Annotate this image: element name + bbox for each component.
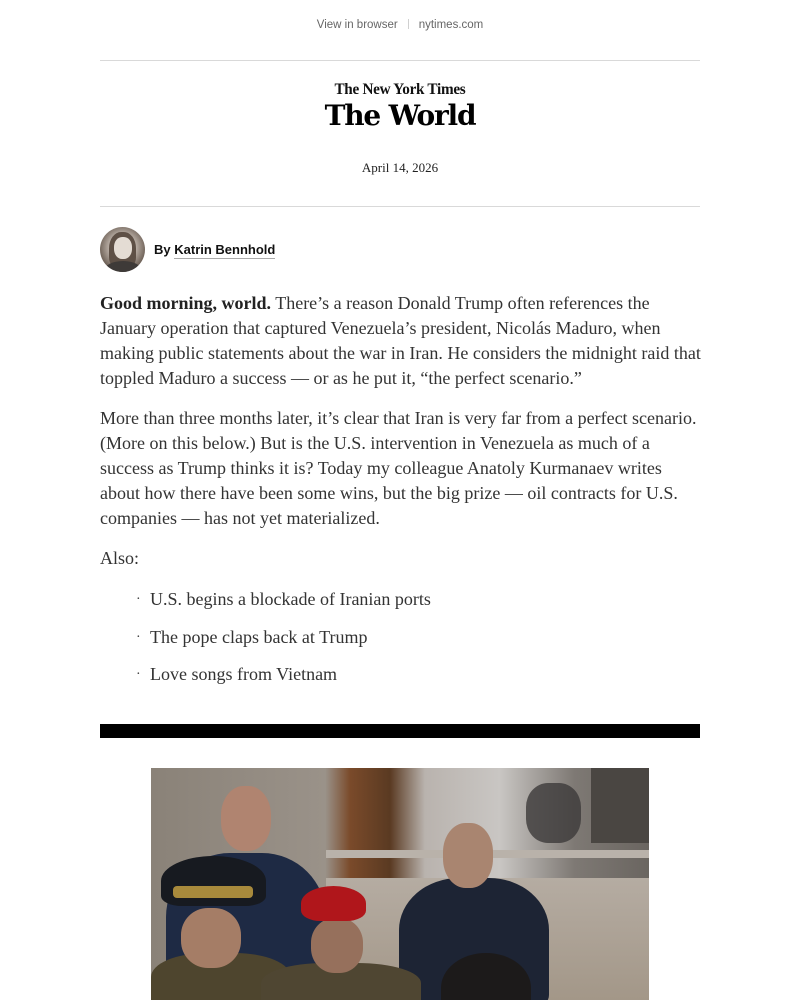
masthead — [0, 80, 800, 132]
link-separator — [408, 19, 409, 29]
author-avatar — [100, 227, 145, 272]
list-item[interactable] — [136, 587, 431, 625]
section-divider-bar — [100, 724, 700, 738]
bullet-icon: · — [136, 592, 141, 607]
list-item-label: Love songs from Vietnam — [150, 664, 338, 684]
byline-text — [154, 242, 275, 257]
avatar-face — [114, 237, 132, 259]
intro-paragraph — [100, 291, 702, 391]
list-item-label: The pope claps back at Trump — [150, 626, 368, 647]
nyt-logo[interactable]: The New York Times — [334, 81, 466, 98]
photo-red-beret — [301, 886, 366, 921]
photo-cap-insignia — [173, 886, 253, 898]
photo-general-cap — [161, 856, 266, 906]
photo-pillar — [591, 768, 649, 843]
byline-prefix: By — [154, 242, 171, 257]
photo-officer-head — [311, 918, 363, 973]
byline — [100, 227, 275, 272]
bullet-icon: · — [136, 667, 141, 682]
top-links — [0, 17, 800, 33]
greeting: Good morning, world. — [100, 293, 272, 313]
bullet-icon: · — [136, 629, 141, 645]
view-in-browser-link[interactable]: View in browser — [316, 19, 398, 31]
list-item[interactable] — [136, 625, 431, 663]
list-item[interactable] — [136, 662, 431, 700]
second-paragraph: More than three months later, it’s clear that Iran is very far from a perfect scenario. (More on this below.) But is the U.S. intervention in Venezuela as much of a success as Trump thinks it is? Today my colleague Anatoly Kurmanaev writes about how there have been some wins, but the big prize — oil contracts for U.S. companies — has not yet materialized. — [100, 408, 697, 528]
author-link[interactable]: Katrin Bennhold — [174, 242, 276, 257]
also-label: Also: — [100, 548, 140, 568]
issue-date: April 14, 2026 — [361, 160, 439, 175]
photo-general-head — [181, 908, 241, 968]
list-item-label: U.S. begins a blockade of Iranian ports — [150, 589, 431, 609]
photo-head-glasses — [221, 786, 271, 851]
hero-photo[interactable] — [151, 768, 649, 1000]
avatar-shoulders — [104, 261, 142, 272]
masthead-divider — [100, 206, 700, 207]
newsletter-title: The World — [324, 99, 476, 132]
header-divider — [100, 60, 700, 61]
intro-text: There’s a reason Donald Trump often references the January operation that captured Venezuela’s president, Nicolás Maduro, when making public statements about the war in Iran. He considers the midnight raid that toppled Maduro a success — or as he put it, “the perfect scenario.” — [100, 293, 701, 388]
also-list — [136, 587, 431, 700]
nytimes-link[interactable]: nytimes.com — [418, 19, 484, 31]
photo-shadow-figure — [526, 783, 581, 843]
photo-head-vest — [443, 823, 493, 888]
